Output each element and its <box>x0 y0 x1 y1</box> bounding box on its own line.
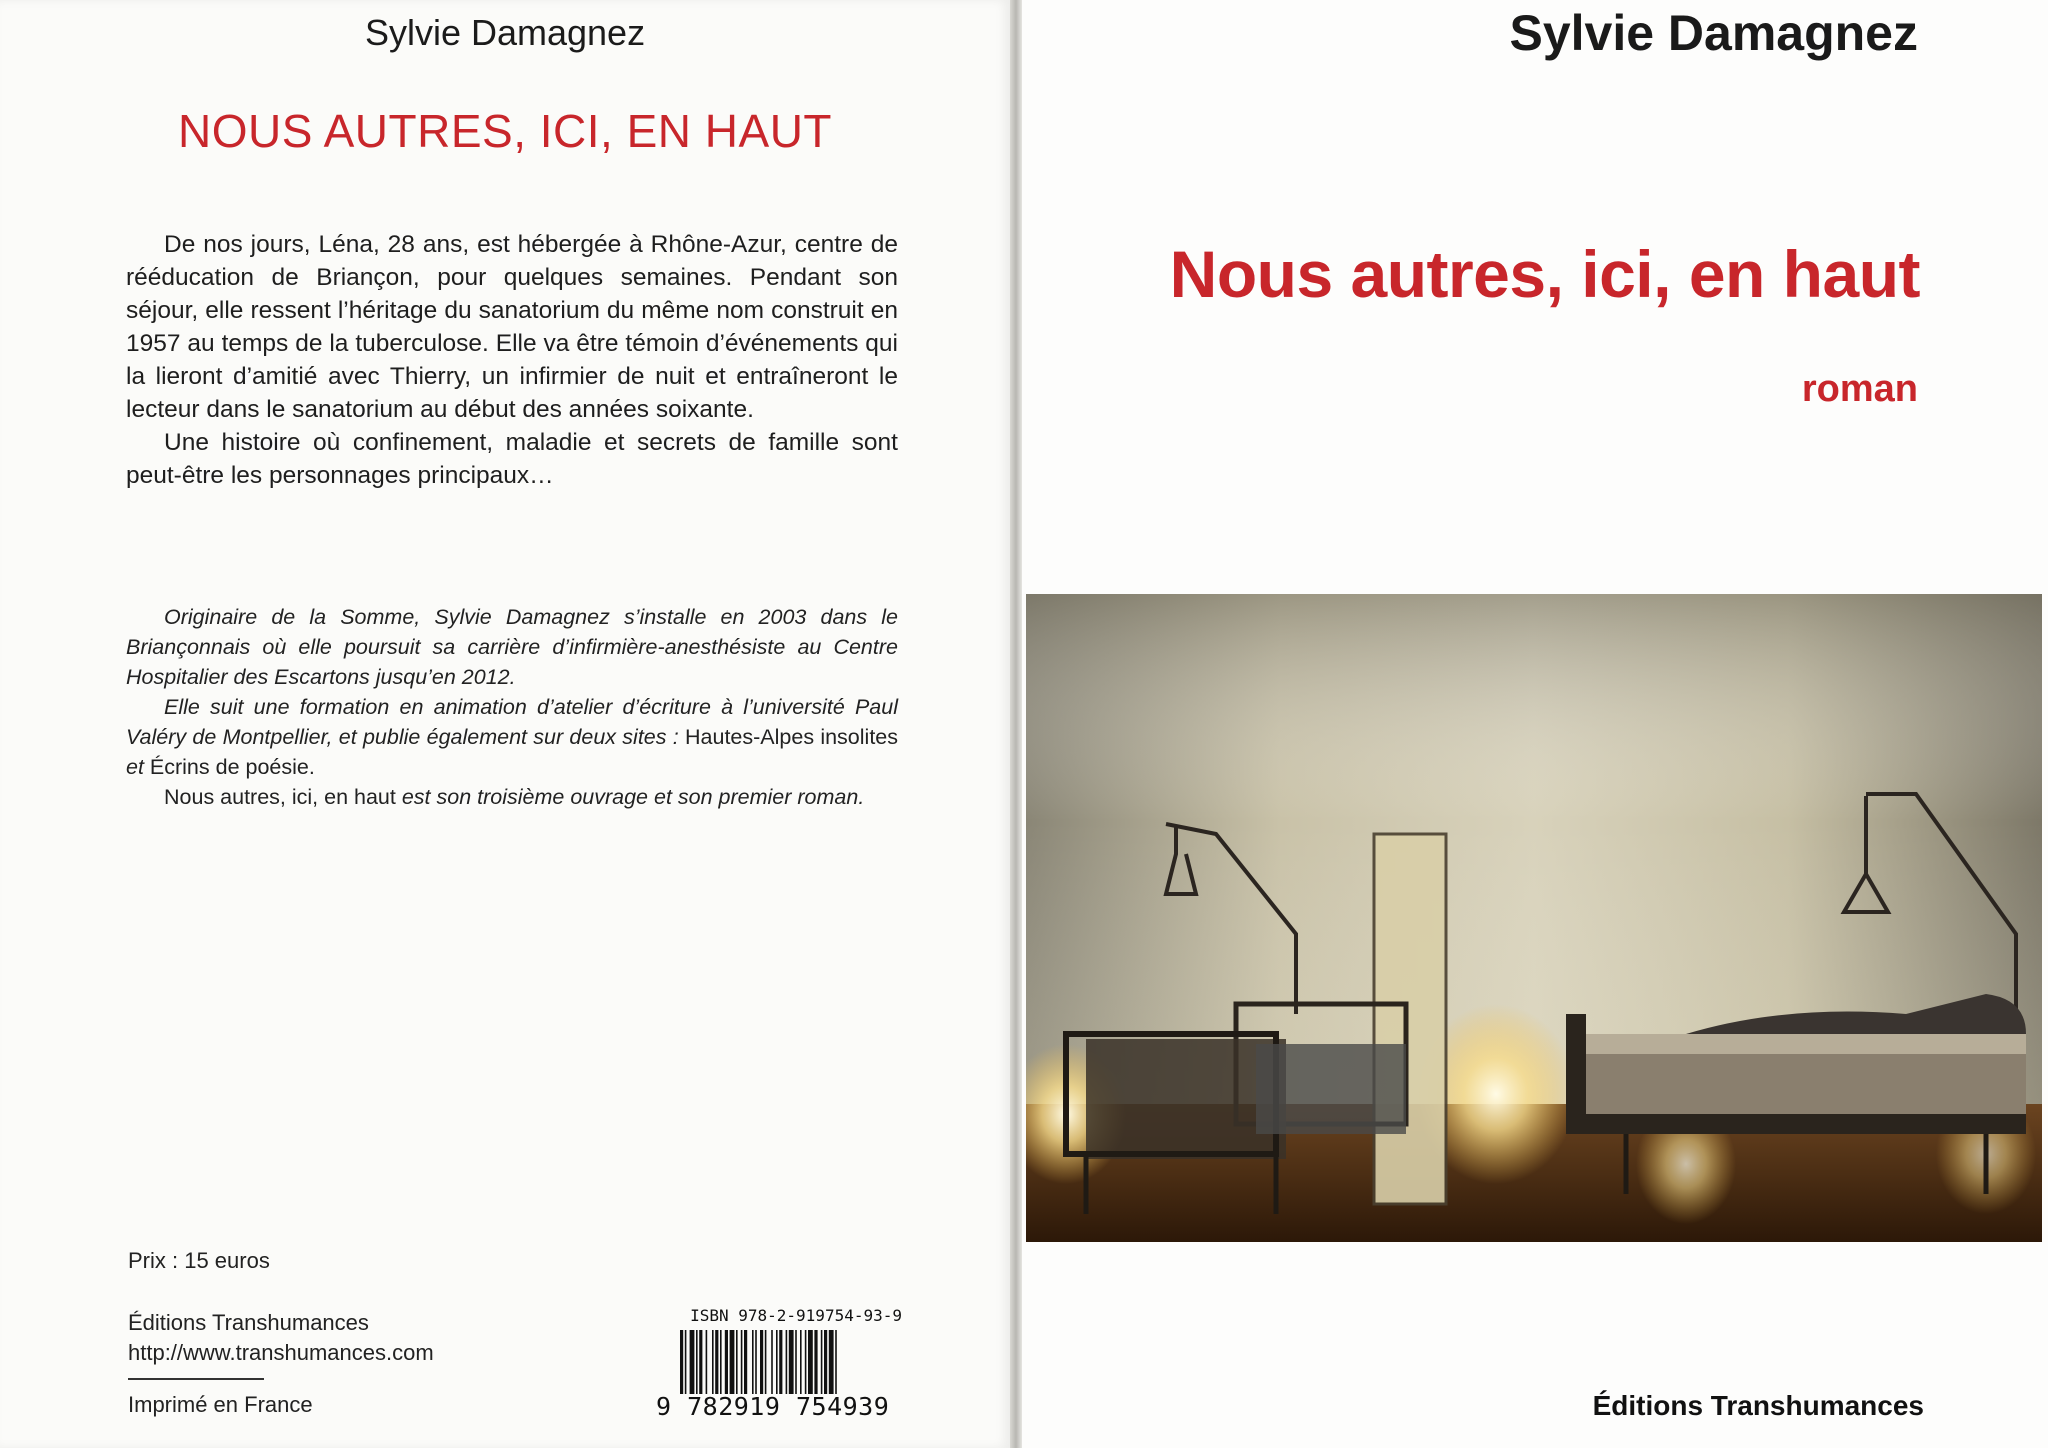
printed-in: Imprimé en France <box>128 1392 313 1417</box>
publisher-block <box>128 1308 434 1368</box>
spine <box>1010 0 1022 1448</box>
publisher-website: http://www.transhumances.com <box>128 1340 434 1365</box>
price: Prix : 15 euros <box>128 1248 270 1273</box>
bio-text: et <box>126 755 150 779</box>
front-title: Nous autres, ici, en haut <box>1169 237 1920 311</box>
front-author: Sylvie Damagnez <box>1509 5 1918 61</box>
bio-site-1: Hautes-Alpes insolites <box>685 725 898 749</box>
back-cover <box>0 0 1010 1448</box>
divider <box>128 1378 264 1380</box>
bio-site-2: Écrins de poésie <box>149 755 309 779</box>
bio-book-title: Nous autres, ici, en haut <box>164 785 396 809</box>
bio-text: Elle suit une formation en animation d’atelier d’écriture à l’université Paul Valéry de Montpellier, et publie également sur deux sites : <box>126 695 898 749</box>
blurb-paragraph-1: De nos jours, Léna, 28 ans, est hébergée à Rhône-Azur, centre de rééducation de Briançon, pour quelques semaines. Pendant son séjour, elle ressent l’héritage du sanatorium du même nom construit en 1957 au temps de la tuberculose. Elle va être témoin d’événements qui la lieront d’amitié avec Thierry, un infirmier de nuit et entraîneront le lecteur dans le sanatorium au début des années soixante. <box>126 231 898 423</box>
bio-paragraph-3 <box>126 782 898 812</box>
front-cover <box>1022 0 2048 1448</box>
front-publisher: Éditions Transhumances <box>1592 1390 1924 1421</box>
blurb-paragraph-2: Une histoire où confinement, maladie et secrets de famille sont peut-être les personnages principaux… <box>126 429 898 489</box>
blurb <box>126 228 898 492</box>
bio-paragraph-2 <box>126 692 898 782</box>
isbn-digits: 9 782919 754939 <box>656 1392 890 1421</box>
isbn-label: ISBN 978-2-919754-93-9 <box>690 1306 902 1325</box>
cover-photo <box>1026 594 2042 1242</box>
bio-paragraph-1: Originaire de la Somme, Sylvie Damagnez s’installe en 2003 dans le Briançonnais où elle poursuit sa carrière d’infirmière-anesthésiste au Centre Hospitalier des Escartons jusqu’en 2012. <box>126 605 898 689</box>
bio-text: . <box>308 755 315 779</box>
bio-text: est son troisième ouvrage et son premier roman. <box>395 785 865 809</box>
back-title: NOUS AUTRES, ICI, EN HAUT <box>177 105 833 157</box>
back-author: Sylvie Damagnez <box>364 12 646 53</box>
publisher-name: Éditions Transhumances <box>128 1310 369 1335</box>
barcode <box>680 1330 902 1394</box>
author-bio <box>126 602 898 812</box>
front-genre: roman <box>1801 368 1918 410</box>
